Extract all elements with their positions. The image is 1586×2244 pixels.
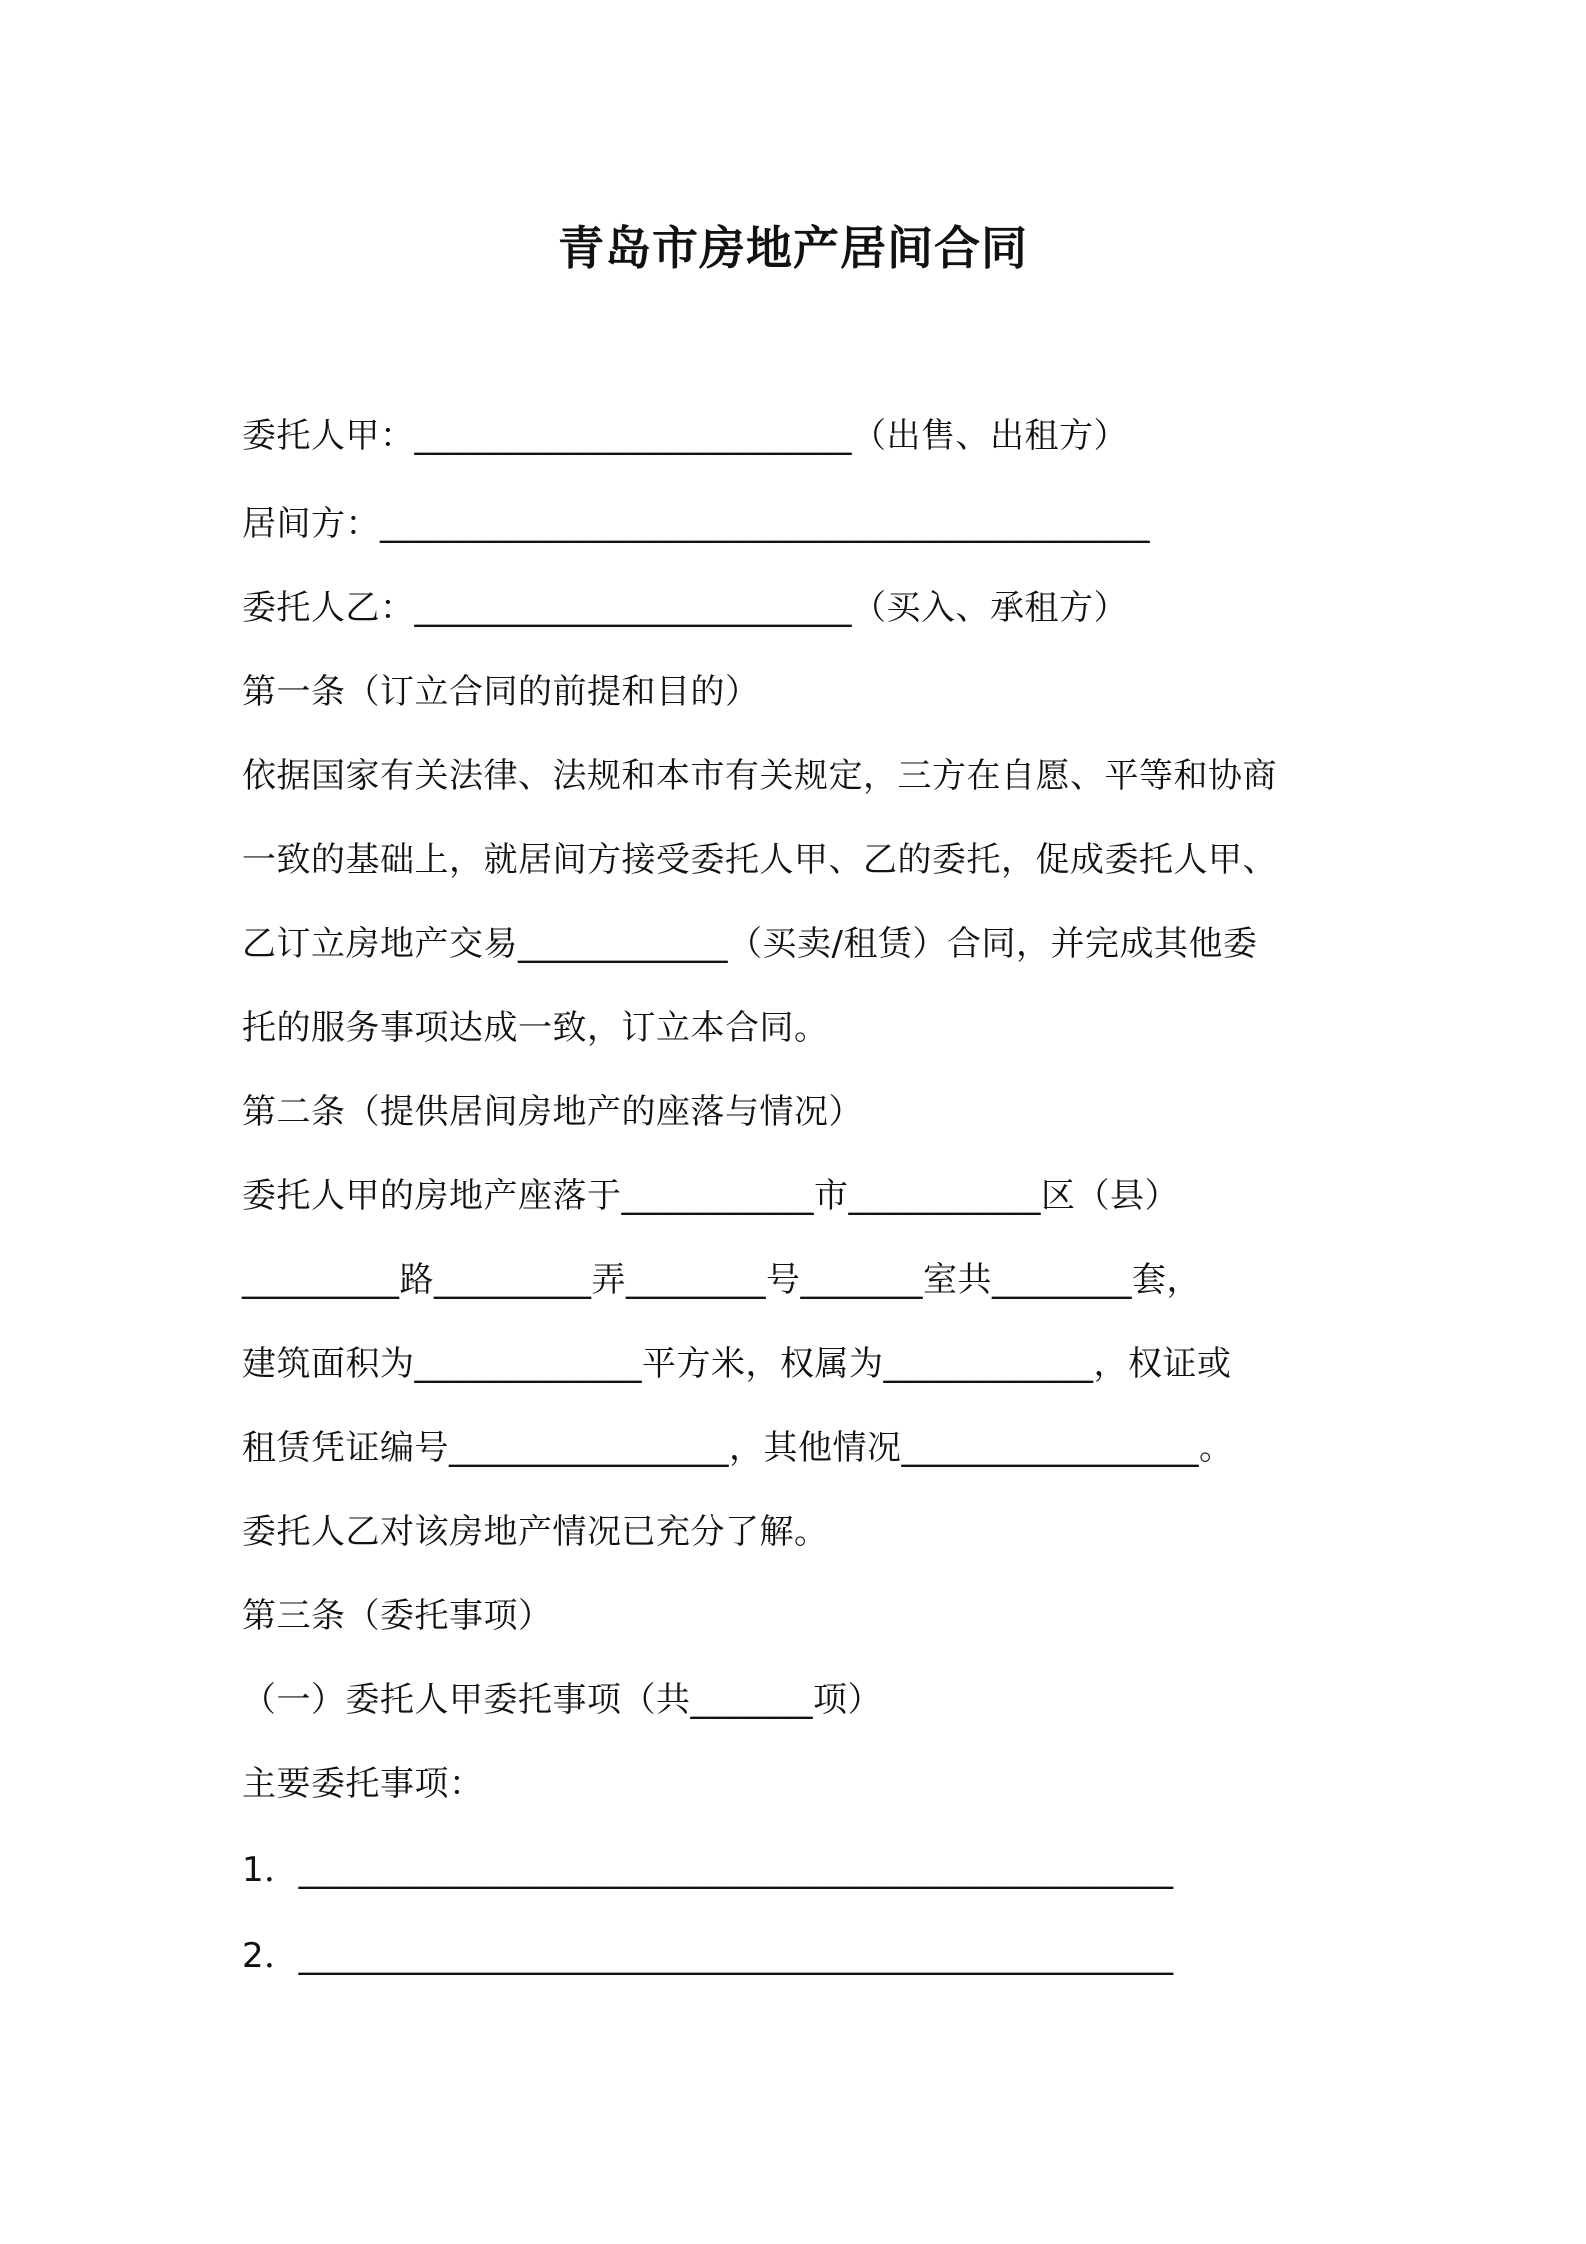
article-1-para-3: 乙订立房地产交易____________（买卖/租赁）合同，并完成其他委 <box>242 924 1258 964</box>
main-item-1: 1．__________________________________________________ <box>242 1850 1174 1890</box>
article-2-para-2: _________路_________弄________号_______室共________套， <box>242 1260 1201 1300</box>
main-item-2: 2．__________________________________________________ <box>242 1936 1174 1976</box>
article-2-para-3: 建筑面积为_____________平方米，权属为____________，权证或 <box>242 1344 1232 1384</box>
line-party-b: 委托人乙：_________________________（买入、承租方） <box>242 588 1128 628</box>
main-items-heading: 主要委托事项： <box>242 1764 484 1804</box>
article-3-subheading-1: （一）委托人甲委托事项（共_______项） <box>242 1680 882 1720</box>
article-1-para-4: 托的服务事项达成一致，订立本合同。 <box>242 1008 829 1048</box>
article-1-para-2: 一致的基础上，就居间方接受委托人甲、乙的委托，促成委托人甲、 <box>242 840 1277 880</box>
article-2-para-4: 租赁凭证编号________________，其他情况_________________。 <box>242 1428 1234 1468</box>
article-2-heading: 第二条（提供居间房地产的座落与情况） <box>242 1092 863 1132</box>
line-intermediary: 居间方：____________________________________________ <box>242 504 1150 544</box>
article-1-heading: 第一条（订立合同的前提和目的） <box>242 672 760 712</box>
article-2-para-5: 委托人乙对该房地产情况已充分了解。 <box>242 1512 829 1552</box>
article-3-heading: 第三条（委托事项） <box>242 1596 553 1636</box>
document-title: 青岛市房地产居间合同 <box>558 221 1028 275</box>
article-2-para-1: 委托人甲的房地产座落于___________市___________区（县） <box>242 1176 1179 1216</box>
line-party-a: 委托人甲：_________________________（出售、出租方） <box>242 416 1128 456</box>
article-1-para-1: 依据国家有关法律、法规和本市有关规定，三方在自愿、平等和协商 <box>242 756 1277 796</box>
